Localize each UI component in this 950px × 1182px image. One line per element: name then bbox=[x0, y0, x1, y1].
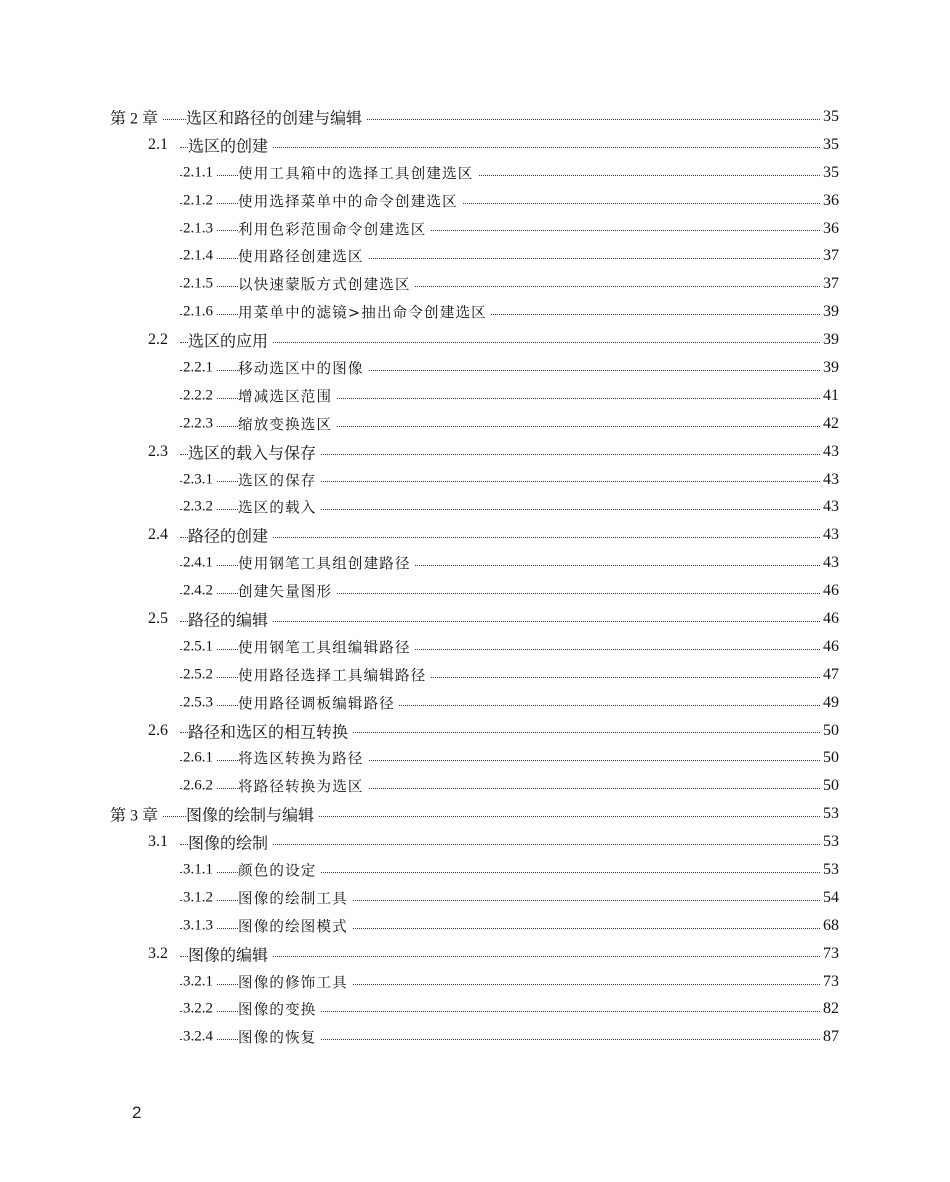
toc-dot-leader bbox=[180, 621, 836, 622]
toc-entry-number: 3.1.1 bbox=[183, 861, 217, 878]
toc-entry-title: 选区的载入 bbox=[238, 497, 321, 518]
toc-entry-number: 2.4 bbox=[148, 526, 172, 544]
toc-entry-page: 36 bbox=[820, 220, 839, 238]
toc-entry-page: 37 bbox=[820, 247, 839, 265]
toc-entry-page: 35 bbox=[820, 136, 839, 154]
toc-subsection-row bbox=[0, 382, 950, 410]
toc-subsection-row bbox=[0, 159, 950, 187]
toc-subsection-row bbox=[0, 856, 950, 884]
toc-entry-page: 35 bbox=[820, 164, 839, 182]
toc-entry-number: 2.1.1 bbox=[183, 164, 217, 181]
toc-entry-title: 使用路径选择工具编辑路径 bbox=[238, 664, 430, 685]
toc-subsection-row bbox=[0, 968, 950, 996]
toc-entry-title: 增减选区范围 bbox=[238, 385, 336, 406]
toc-entry-title: 选区的保存 bbox=[238, 469, 321, 490]
toc-entry-title: 图像的编辑 bbox=[188, 942, 272, 965]
toc-subsection-row bbox=[0, 493, 950, 521]
toc-entry-page: 50 bbox=[820, 722, 839, 740]
toc-subsection-row bbox=[0, 661, 950, 689]
toc-section-row bbox=[0, 326, 950, 354]
toc-entry-title: 将选区转换为路径 bbox=[238, 748, 368, 769]
toc-entry-title: 颜色的设定 bbox=[238, 859, 321, 880]
toc-dot-leader bbox=[180, 537, 836, 538]
toc-entry-page: 39 bbox=[820, 331, 839, 349]
toc-entry-page: 82 bbox=[820, 1000, 839, 1018]
toc-subsection-row bbox=[0, 270, 950, 298]
toc-entry-title: 创建矢量图形 bbox=[238, 581, 336, 602]
toc-subsection-row bbox=[0, 466, 950, 494]
toc-entry-page: 87 bbox=[820, 1028, 839, 1046]
toc-entry-number: 第 3 章 bbox=[110, 803, 162, 826]
toc-entry-page: 41 bbox=[820, 387, 839, 405]
toc-entry-page: 49 bbox=[820, 694, 839, 712]
toc-subsection-row bbox=[0, 242, 950, 270]
toc-entry-page: 73 bbox=[820, 973, 839, 991]
toc-subsection-row bbox=[0, 633, 950, 661]
toc-entry-page: 43 bbox=[820, 498, 839, 516]
toc-entry-number: 2.6 bbox=[148, 722, 172, 740]
toc-entry-number: 2.3 bbox=[148, 443, 172, 461]
toc-entry-number: 3.2.4 bbox=[183, 1029, 217, 1046]
toc-entry-number: 2.2 bbox=[148, 331, 172, 349]
toc-entry-page: 43 bbox=[820, 471, 839, 489]
toc-subsection-row bbox=[0, 744, 950, 772]
toc-entry-page: 53 bbox=[820, 805, 839, 823]
toc-section-row bbox=[0, 131, 950, 159]
toc-subsection-row bbox=[0, 215, 950, 243]
toc-subsection-row bbox=[0, 1023, 950, 1051]
toc-entry-title: 图像的修饰工具 bbox=[238, 971, 352, 992]
toc-entry-title: 选区的应用 bbox=[188, 329, 272, 352]
toc-subsection-row bbox=[0, 772, 950, 800]
toc-section-row bbox=[0, 521, 950, 549]
toc-entry-page: 43 bbox=[820, 443, 839, 461]
toc-section-row bbox=[0, 828, 950, 856]
toc-entry-page: 42 bbox=[820, 415, 839, 433]
toc-entry-title: 缩放变换选区 bbox=[238, 413, 336, 434]
toc-entry-title: 选区的创建 bbox=[188, 133, 272, 156]
toc-entry-page: 53 bbox=[820, 861, 839, 879]
toc-entry-number: 2.2.2 bbox=[183, 387, 217, 404]
toc-entry-number: 2.4.2 bbox=[183, 583, 217, 600]
toc-entry-page: 53 bbox=[820, 833, 839, 851]
toc-entry-title: 使用选择菜单中的命令创建选区 bbox=[238, 190, 462, 211]
toc-entry-number: 2.5.1 bbox=[183, 638, 217, 655]
toc-entry-number: 2.4.1 bbox=[183, 555, 217, 572]
toc-section-row bbox=[0, 438, 950, 466]
toc-entry-page: 43 bbox=[820, 554, 839, 572]
toc-dot-leader bbox=[180, 844, 836, 845]
toc-entry-title: 使用工具箱中的选择工具创建选区 bbox=[238, 162, 478, 183]
toc-entry-page: 68 bbox=[820, 917, 839, 935]
toc-entry-number: 2.1.4 bbox=[183, 248, 217, 265]
toc-entry-page: 46 bbox=[820, 610, 839, 628]
toc-entry-title: 使用路径调板编辑路径 bbox=[238, 692, 399, 713]
toc-subsection-row bbox=[0, 354, 950, 382]
toc-dot-leader bbox=[180, 342, 836, 343]
toc-subsection-row bbox=[0, 298, 950, 326]
toc-subsection-row bbox=[0, 577, 950, 605]
toc-entry-page: 46 bbox=[820, 582, 839, 600]
toc-entry-page: 47 bbox=[820, 666, 839, 684]
table-of-contents bbox=[0, 103, 950, 1051]
toc-entry-number: 2.2.1 bbox=[183, 359, 217, 376]
toc-dot-leader bbox=[180, 956, 836, 957]
toc-entry-title: 移动选区中的图像 bbox=[238, 357, 368, 378]
toc-entry-page: 50 bbox=[820, 777, 839, 795]
toc-entry-title: 图像的绘图模式 bbox=[238, 915, 352, 936]
toc-entry-number: 3.2 bbox=[148, 945, 172, 963]
toc-entry-page: 39 bbox=[820, 303, 839, 321]
toc-section-row bbox=[0, 940, 950, 968]
toc-entry-page: 46 bbox=[820, 638, 839, 656]
toc-entry-page: 73 bbox=[820, 945, 839, 963]
toc-entry-title: 将路径转换为选区 bbox=[238, 776, 368, 797]
toc-entry-number: 2.1.6 bbox=[183, 304, 217, 321]
page-number: 2 bbox=[132, 1103, 142, 1122]
toc-entry-number: 2.1.2 bbox=[183, 192, 217, 209]
toc-entry-title: 选区和路径的创建与编辑 bbox=[186, 105, 366, 128]
toc-entry-page: 54 bbox=[820, 889, 839, 907]
toc-entry-number: 2.5.2 bbox=[183, 666, 217, 683]
toc-dot-leader bbox=[180, 147, 836, 148]
toc-subsection-row bbox=[0, 884, 950, 912]
toc-entry-title: 图像的绘制与编辑 bbox=[186, 803, 318, 826]
toc-subsection-row bbox=[0, 912, 950, 940]
toc-entry-number: 3.2.2 bbox=[183, 1001, 217, 1018]
toc-subsection-row bbox=[0, 410, 950, 438]
toc-entry-page: 50 bbox=[820, 749, 839, 767]
toc-entry-number: 2.1.5 bbox=[183, 276, 217, 293]
toc-entry-title: 图像的变换 bbox=[238, 999, 321, 1020]
toc-entry-number: 2.1 bbox=[148, 136, 172, 154]
toc-entry-number: 3.2.1 bbox=[183, 973, 217, 990]
toc-entry-title: 图像的绘制工具 bbox=[238, 887, 352, 908]
toc-entry-title: 图像的绘制 bbox=[188, 831, 272, 854]
toc-entry-number: 2.2.3 bbox=[183, 415, 217, 432]
toc-entry-number: 2.1.3 bbox=[183, 220, 217, 237]
toc-entry-number: 2.3.1 bbox=[183, 471, 217, 488]
toc-entry-number: 3.1 bbox=[148, 833, 172, 851]
toc-chapter-row bbox=[0, 103, 950, 131]
toc-entry-number: 2.3.2 bbox=[183, 499, 217, 516]
toc-subsection-row bbox=[0, 996, 950, 1024]
toc-entry-number: 3.1.3 bbox=[183, 917, 217, 934]
toc-entry-title: 使用钢笔工具组创建路径 bbox=[238, 553, 415, 574]
toc-entry-page: 35 bbox=[820, 108, 839, 126]
toc-section-row bbox=[0, 605, 950, 633]
toc-entry-page: 36 bbox=[820, 192, 839, 210]
toc-entry-number: 2.6.1 bbox=[183, 750, 217, 767]
toc-section-row bbox=[0, 717, 950, 745]
toc-entry-title: 选区的载入与保存 bbox=[188, 440, 320, 463]
toc-entry-title: 路径的编辑 bbox=[188, 607, 272, 630]
toc-entry-number: 2.5.3 bbox=[183, 694, 217, 711]
toc-chapter-row bbox=[0, 800, 950, 828]
toc-entry-number: 3.1.2 bbox=[183, 889, 217, 906]
toc-entry-title: 利用色彩范围命令创建选区 bbox=[238, 218, 430, 239]
toc-entry-title: 以快速蒙版方式创建选区 bbox=[238, 274, 415, 295]
toc-entry-number: 2.6.2 bbox=[183, 778, 217, 795]
toc-entry-title: 用菜单中的滤镜>抽出命令创建选区 bbox=[238, 302, 491, 323]
toc-entry-number: 第 2 章 bbox=[110, 105, 162, 128]
toc-entry-title: 路径的创建 bbox=[188, 524, 272, 547]
toc-entry-page: 37 bbox=[820, 275, 839, 293]
toc-entry-title: 使用钢笔工具组编辑路径 bbox=[238, 636, 415, 657]
toc-entry-number: 2.5 bbox=[148, 610, 172, 628]
toc-subsection-row bbox=[0, 549, 950, 577]
toc-entry-title: 使用路径创建选区 bbox=[238, 246, 368, 267]
toc-subsection-row bbox=[0, 187, 950, 215]
toc-entry-title: 图像的恢复 bbox=[238, 1027, 321, 1048]
toc-entry-title: 路径和选区的相互转换 bbox=[188, 719, 352, 742]
toc-entry-page: 39 bbox=[820, 359, 839, 377]
toc-entry-page: 43 bbox=[820, 526, 839, 544]
toc-subsection-row bbox=[0, 689, 950, 717]
